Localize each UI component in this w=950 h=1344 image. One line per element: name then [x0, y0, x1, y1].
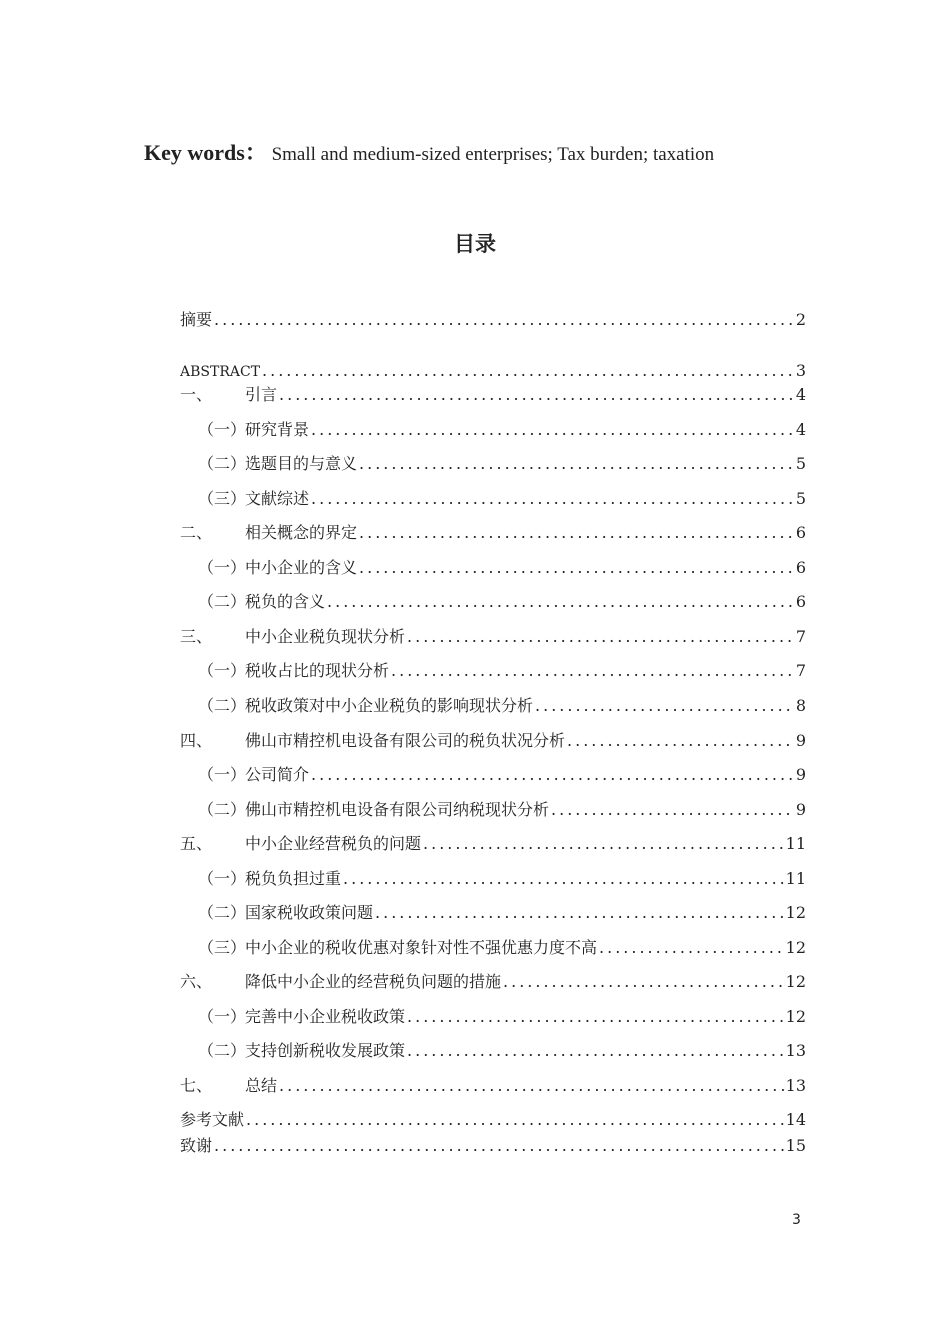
toc-entry-number: （二） [198, 454, 247, 473]
toc-entry-label: 引言 [245, 385, 278, 404]
toc-entry-page: 2 [795, 310, 806, 329]
toc-entry-page: 12 [785, 903, 806, 922]
toc-entry-label: 中小企业的含义 [245, 558, 358, 577]
toc-entry-label: 佛山市精控机电设备有限公司纳税现状分析 [245, 800, 550, 819]
toc-entry-subsection[interactable] [180, 418, 806, 442]
toc-entry-subsection[interactable] [180, 556, 806, 580]
toc-leader-dots [327, 590, 794, 614]
toc-entry-acknowledgements[interactable] [180, 1134, 806, 1158]
toc-leader-dots [535, 694, 794, 718]
toc-entry-label: 国家税收政策问题 [245, 903, 374, 922]
toc-entry-label: 中小企业税负现状分析 [245, 627, 406, 646]
toc-entry-subsection[interactable] [180, 798, 806, 822]
toc-entry-number: （二） [198, 1041, 247, 1060]
toc-entry-page: 11 [785, 834, 806, 853]
toc-entry-page: 4 [795, 420, 806, 439]
toc-entry-abstract-en[interactable] [180, 359, 806, 383]
toc-entry-number: （一） [198, 420, 247, 439]
toc-title: 目录 [454, 232, 496, 256]
toc-entry-subsection[interactable] [180, 487, 806, 511]
toc-entry-page: 14 [785, 1110, 806, 1129]
toc-entry-page: 5 [795, 489, 806, 508]
toc-leader-dots [214, 1134, 784, 1158]
toc-leader-dots [391, 659, 794, 683]
toc-entry-page: 4 [795, 385, 806, 404]
toc-entry-number: （一） [198, 1007, 247, 1026]
toc-entry-number: （一） [198, 765, 247, 784]
toc-leader-dots [262, 359, 794, 383]
toc-entry-subsection[interactable] [180, 901, 806, 925]
page-number: 3 [792, 1212, 801, 1228]
toc-entry-label: 降低中小企业的经营税负问题的措施 [245, 972, 502, 991]
toc-entry-label: 总结 [245, 1076, 278, 1095]
toc-entry-label: 研究背景 [245, 420, 310, 439]
toc-entry-page: 11 [785, 869, 806, 888]
toc-entry-label: 摘要 [180, 310, 213, 329]
toc-entry-label: 中小企业经营税负的问题 [245, 834, 422, 853]
toc-entry-subsection[interactable] [180, 452, 806, 476]
toc-leader-dots [599, 936, 784, 960]
toc-entry-page: 15 [785, 1136, 806, 1155]
toc-entry-abstract-cn[interactable] [180, 308, 806, 332]
toc-entry-section[interactable] [180, 832, 806, 856]
toc-leader-dots [311, 763, 794, 787]
toc-entry-number: 二、 [180, 523, 213, 542]
toc-entry-page: 9 [795, 731, 806, 750]
toc-entry-page: 12 [785, 938, 806, 957]
toc-entry-label: 公司简介 [245, 765, 310, 784]
toc-entry-section[interactable] [180, 383, 806, 407]
toc-entry-references[interactable] [180, 1108, 806, 1132]
toc-entry-number: 五、 [180, 834, 213, 853]
toc-entry-number: （二） [198, 903, 247, 922]
keywords-label: Key words： [144, 140, 267, 165]
toc-leader-dots [279, 1074, 784, 1098]
toc-entry-page: 7 [795, 627, 806, 646]
toc-entry-page: 6 [795, 592, 806, 611]
toc-entry-subsection[interactable] [180, 590, 806, 614]
toc-entry-page: 8 [795, 696, 806, 715]
toc-entry-subsection[interactable] [180, 1005, 806, 1029]
toc-leader-dots [359, 521, 794, 545]
toc-entry-number: 六、 [180, 972, 213, 991]
toc-entry-section[interactable] [180, 729, 806, 753]
toc-entry-page: 12 [785, 972, 806, 991]
keywords-line [144, 136, 714, 167]
toc-entry-label: ABSTRACT [180, 364, 261, 380]
toc-entry-page: 7 [795, 661, 806, 680]
toc-leader-dots [407, 1039, 784, 1063]
toc-entry-number: （二） [198, 696, 247, 715]
toc-entry-number: （一） [198, 869, 247, 888]
toc-entry-number: （一） [198, 558, 247, 577]
toc-entry-number: （二） [198, 800, 247, 819]
toc-entry-label: 文献综述 [245, 489, 310, 508]
toc-leader-dots [359, 452, 794, 476]
toc-entry-subsection[interactable] [180, 1039, 806, 1063]
toc-entry-label: 佛山市精控机电设备有限公司的税负状况分析 [245, 731, 566, 750]
toc-entry-page: 6 [795, 558, 806, 577]
toc-entry-number: （一） [198, 661, 247, 680]
toc-entry-section[interactable] [180, 625, 806, 649]
keywords-text: Small and medium-sized enterprises; Tax burden; taxation [271, 144, 715, 165]
toc-entry-section[interactable] [180, 521, 806, 545]
toc-leader-dots [551, 798, 794, 822]
toc-leader-dots [503, 970, 784, 994]
toc-entry-page: 13 [785, 1041, 806, 1060]
toc-leader-dots [359, 556, 794, 580]
toc-entry-label: 税收政策对中小企业税负的影响现状分析 [245, 696, 534, 715]
toc-entry-label: 参考文献 [180, 1110, 245, 1129]
toc-entry-number: 四、 [180, 731, 213, 750]
toc-entry-label: 中小企业的税收优惠对象针对性不强优惠力度不高 [245, 938, 598, 957]
toc-entry-label: 税收占比的现状分析 [245, 661, 390, 680]
toc-entry-label: 相关概念的界定 [245, 523, 358, 542]
toc-entry-page: 9 [795, 765, 806, 784]
toc-entry-page: 5 [795, 454, 806, 473]
toc-entry-page: 13 [785, 1076, 806, 1095]
toc-entry-number: 一、 [180, 385, 213, 404]
toc-leader-dots [375, 901, 784, 925]
toc-entry-page: 12 [785, 1007, 806, 1026]
toc-entry-number: （三） [198, 938, 247, 957]
toc-leader-dots [311, 487, 794, 511]
toc-entry-number: （三） [198, 489, 247, 508]
toc-entry-subsection[interactable] [180, 659, 806, 683]
toc-entry-page: 9 [795, 800, 806, 819]
toc-entry-page: 6 [795, 523, 806, 542]
toc-entry-label: 支持创新税收发展政策 [245, 1041, 406, 1060]
toc-entry-section[interactable] [180, 970, 806, 994]
toc-entry-subsection[interactable] [180, 763, 806, 787]
toc-leader-dots [567, 729, 794, 753]
toc-entry-label: 完善中小企业税收政策 [245, 1007, 406, 1026]
toc-leader-dots [343, 867, 784, 891]
toc-entry-number: （二） [198, 592, 247, 611]
toc-entry-page: 3 [795, 361, 806, 380]
toc-leader-dots [214, 308, 794, 332]
toc-entry-label: 致谢 [180, 1136, 213, 1155]
toc-entry-label: 税负负担过重 [245, 869, 342, 888]
toc-leader-dots [311, 418, 794, 442]
toc-entry-subsection[interactable] [180, 694, 806, 718]
toc-leader-dots [279, 383, 794, 407]
toc-entry-number: 三、 [180, 627, 213, 646]
toc-entry-section[interactable] [180, 1074, 806, 1098]
toc-leader-dots [407, 1005, 784, 1029]
toc-entry-label: 选题目的与意义 [245, 454, 358, 473]
toc-leader-dots [407, 625, 794, 649]
toc-leader-dots [423, 832, 784, 856]
toc-entry-subsection[interactable] [180, 867, 806, 891]
toc-leader-dots [246, 1108, 784, 1132]
toc-entry-subsection[interactable] [180, 936, 806, 960]
toc-entry-label: 税负的含义 [245, 592, 326, 611]
toc-entry-number: 七、 [180, 1076, 213, 1095]
